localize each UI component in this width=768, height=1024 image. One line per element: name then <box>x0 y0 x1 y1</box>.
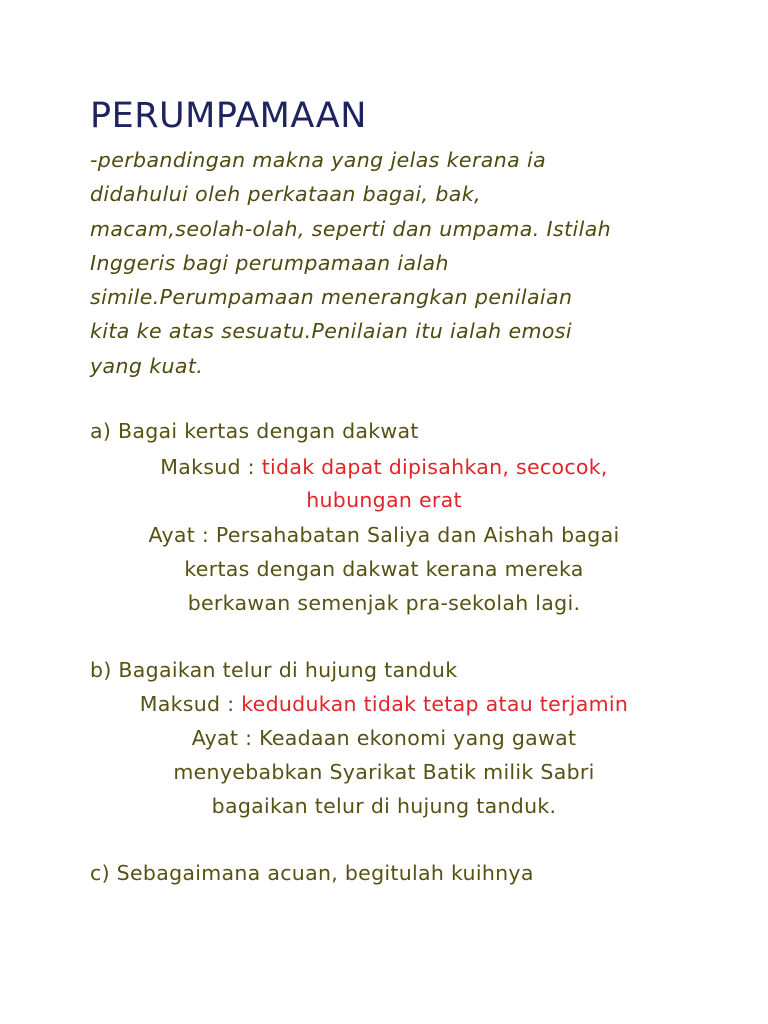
definition-line: didahului oleh perkataan bagai, bak, <box>90 182 481 207</box>
item-a-ayat-line: berkawan semenjak pra-sekolah lagi. <box>187 591 581 615</box>
maksud-label: Maksud : <box>139 692 242 716</box>
item-a-ayat-line: kertas dengan dakwat kerana mereka <box>184 557 584 581</box>
maksud-label: Maksud : <box>160 455 262 479</box>
item-b-ayat-line: Ayat : Keadaan ekonomi yang gawat <box>191 726 577 750</box>
item-a-heading: a) Bagai kertas dengan dakwat <box>90 419 419 443</box>
maksud-text: tidak dapat dipisahkan, secocok, <box>261 455 608 479</box>
definition-line: simile.Perumpamaan menerangkan penilaian <box>90 285 573 310</box>
item-a-maksud-continuation: hubungan erat <box>306 488 462 512</box>
definition-line: Inggeris bagi perumpamaan ialah <box>90 250 449 275</box>
maksud-text: kedudukan tidak tetap atau terjamin <box>241 692 629 716</box>
item-b-maksud <box>0 687 768 721</box>
definition-line: kita ke atas sesuatu.Penilaian itu ialah emosi <box>90 319 572 344</box>
item-b-ayat-line: menyebabkan Syarikat Batik milik Sabri <box>173 760 595 784</box>
page-title: PERUMPAMAAN <box>90 96 367 136</box>
definition-paragraph <box>90 143 690 383</box>
item-a-ayat-line: Ayat : Persahabatan Saliya dan Aishah bagai <box>148 523 620 547</box>
item-b-heading: b) Bagaikan telur di hujung tanduk <box>90 658 458 682</box>
item-c-heading: c) Sebagaimana acuan, begitulah kuihnya <box>90 861 534 885</box>
definition-line: -perbandingan makna yang jelas kerana ia <box>90 148 547 172</box>
item-a-maksud <box>0 450 768 484</box>
definition-line: macam,seolah-olah, seperti dan umpama. Istilah <box>90 216 612 241</box>
item-b-ayat-line: bagaikan telur di hujung tanduk. <box>211 794 557 818</box>
definition-line: yang kuat. <box>90 353 204 378</box>
